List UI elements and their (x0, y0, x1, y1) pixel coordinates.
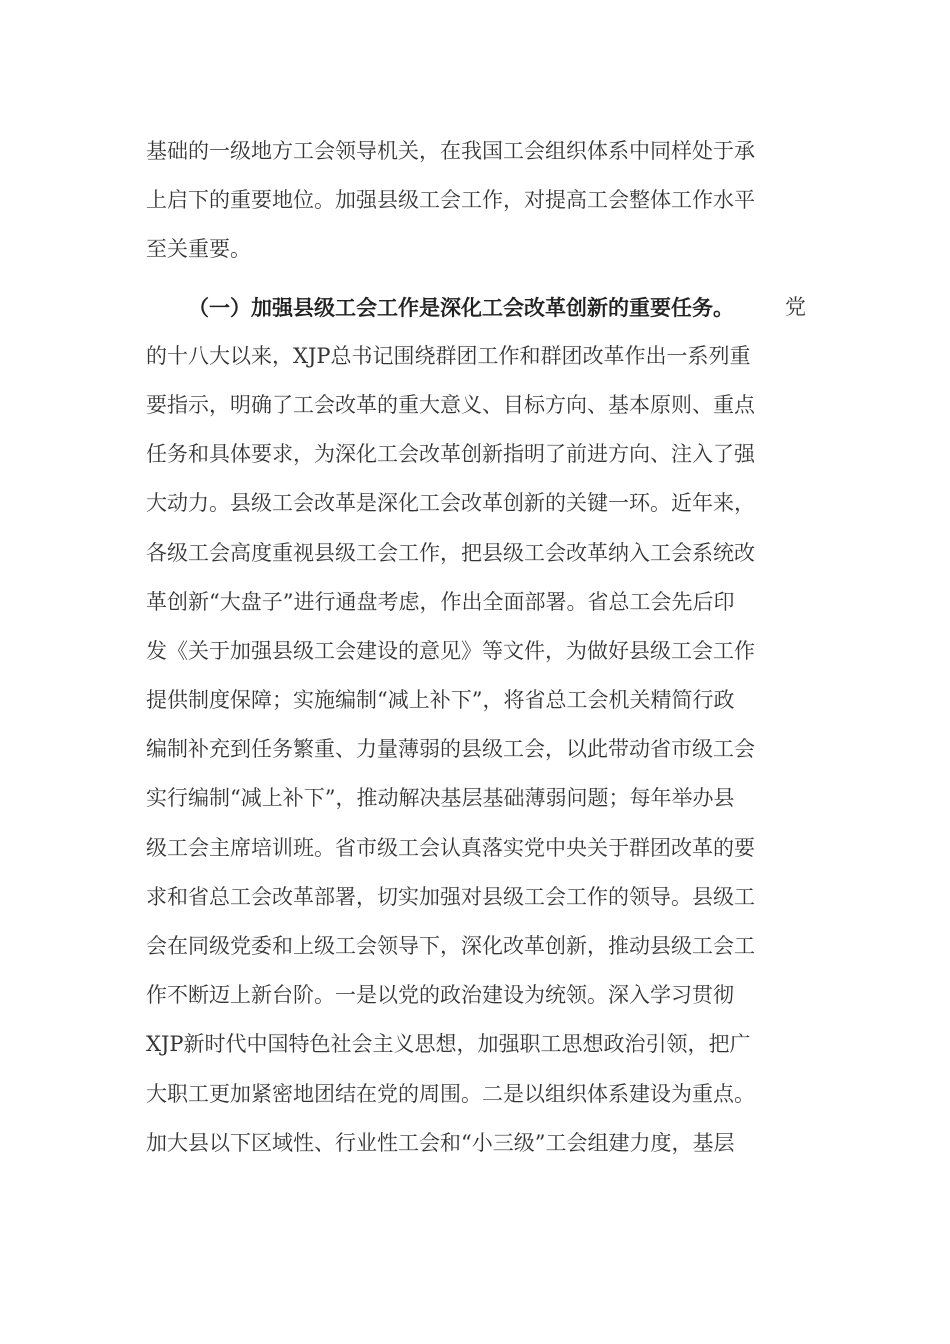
p2-line-13: 求和省总工会改革部署，切实加强对县级工会工作的领导。县级工 (146, 884, 755, 909)
paragraph-gap (146, 275, 806, 283)
p2-line-2: 的十八大以来，XJP总书记围绕群团工作和群团改革作出一系列重 (146, 343, 751, 368)
p2-line-17: 大职工更加紧密地团结在党的周围。二是以组织体系建设为重点。 (146, 1081, 755, 1106)
p1-line-1: 基础的一级地方工会领导机关，在我国工会组织体系中同样处于承 (146, 139, 755, 163)
p2-line-16: XJP新时代中国特色社会主义思想，加强职工思想政治引领，把广 (146, 1032, 751, 1057)
p2-line-1 (146, 283, 806, 332)
p1-line-3: 至关重要。 (146, 237, 251, 262)
body-text (146, 127, 806, 1168)
p2-line-18: 加大县以下区域性、行业性工会和“小三级”工会组建力度，基层 (146, 1130, 735, 1155)
p2-line-14: 会在同级党委和上级工会领导下，深化改革创新，推动县级工会工 (146, 934, 755, 958)
p2-line-9: 提供制度保障；实施编制“减上补下”，将省总工会机关精简行政 (146, 688, 735, 713)
p2-line-5: 大动力。县级工会改革是深化工会改革创新的关键一环。近年来， (146, 491, 755, 516)
p2-line-3: 要指示，明确了工会改革的重大意义、目标方向、基本原则、重点 (146, 392, 755, 417)
p2-line-15: 作不断迈上新台阶。一是以党的政治建设为统领。深入学习贯彻 (146, 983, 734, 1008)
p2-line-4: 任务和具体要求，为深化工会改革创新指明了前进方向、注入了强 (146, 442, 755, 467)
p2-line-10: 编制补充到任务繁重、力量薄弱的县级工会，以此带动省市级工会 (146, 737, 755, 762)
p2-line-7: 革创新“大盘子”进行通盘考虑，作出全面部署。省总工会先后印 (146, 589, 735, 614)
p1-line-2: 上启下的重要地位。加强县级工会工作，对提高工会整体工作水平 (146, 188, 755, 213)
p2-line-1-rest: 党 (785, 294, 806, 319)
p2-line-12: 级工会主席培训班。省市级工会认真落实党中央关于群团改革的要 (146, 835, 755, 860)
p2-line-6: 各级工会高度重视县级工会工作，把县级工会改革纳入工会系统改 (146, 540, 755, 565)
p2-line-11: 实行编制“减上补下”，推动解决基层基础薄弱问题；每年举办县 (146, 786, 735, 811)
section-heading: （一）加强县级工会工作是深化工会改革创新的重要任务。 (188, 294, 734, 320)
p2-line-8: 发《关于加强县级工会建设的意见》等文件，为做好县级工会工作 (146, 638, 755, 663)
